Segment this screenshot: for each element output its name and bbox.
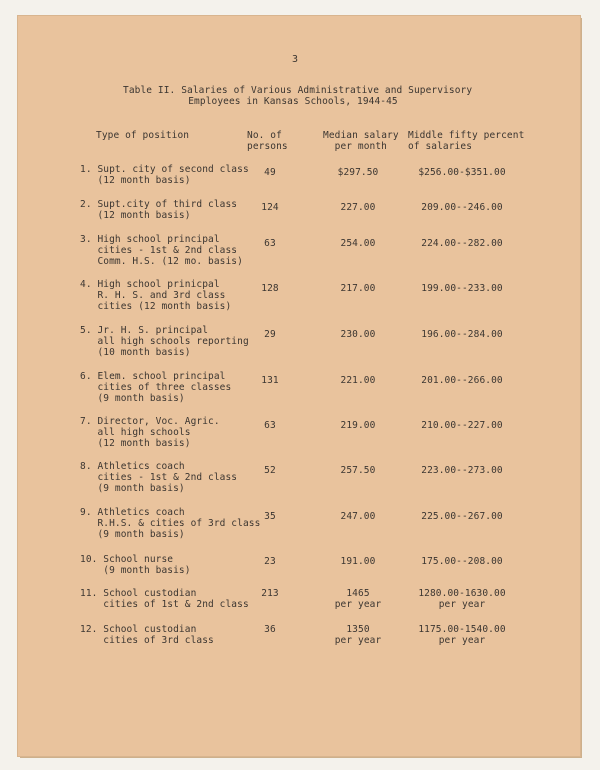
median-salary (318, 375, 398, 386)
persons-count: 52 (264, 465, 276, 476)
median-salary (318, 556, 398, 567)
position-label-line: 1. Supt. city of second class (80, 164, 249, 175)
position-label-line: (12 month basis) (80, 175, 191, 186)
middle-fifty-range (406, 624, 518, 646)
middle-fifty-range (406, 329, 518, 340)
persons-count: 124 (261, 202, 279, 213)
middle-fifty-range (406, 283, 518, 294)
middle-fifty-range (406, 375, 518, 386)
median-salary-line: per year (334, 635, 382, 646)
median-salary (318, 420, 398, 431)
median-salary (318, 511, 398, 522)
middle-fifty-range-line: 1280.00-1630.00 (418, 588, 506, 599)
persons-count: 36 (264, 624, 276, 635)
position-label (80, 325, 249, 358)
median-salary (318, 202, 398, 213)
title-line-1: Table II. Salaries of Various Administrative and Supervisory (123, 85, 473, 96)
position-label-line: R. H. S. and 3rd class (80, 290, 226, 301)
position-label-line: 3. High school principal (80, 234, 220, 245)
persons-count: 63 (264, 238, 276, 249)
middle-fifty-range (406, 420, 518, 431)
position-label-line: Comm. H.S. (12 mo. basis) (80, 256, 243, 267)
middle-fifty-range (406, 511, 518, 522)
header-middle-line-1: Middle fifty percent (408, 130, 525, 141)
position-label-line: all high schools reporting (80, 336, 249, 347)
position-label-line: (9 month basis) (80, 393, 185, 404)
position-label-line: (10 month basis) (80, 347, 191, 358)
position-label (80, 371, 231, 404)
position-label (80, 554, 191, 576)
position-label-line: (9 month basis) (80, 565, 191, 576)
median-salary-line: 257.50 (340, 465, 376, 476)
header-median-line-1: Median salary (323, 130, 399, 141)
position-label (80, 164, 249, 186)
median-salary-line: 217.00 (340, 283, 376, 294)
position-label (80, 234, 243, 267)
median-salary (318, 588, 398, 610)
median-salary-line: 219.00 (340, 420, 376, 431)
median-salary (318, 624, 398, 646)
middle-fifty-range-line: 210.00--227.00 (421, 420, 503, 431)
median-salary-line: 191.00 (340, 556, 376, 567)
median-salary (318, 283, 398, 294)
persons-count: 29 (264, 329, 276, 340)
table-title (123, 85, 473, 107)
position-label-line: 12. School custodian (80, 624, 197, 635)
position-label (80, 624, 214, 646)
position-label-line: cities (12 month basis) (80, 301, 232, 312)
middle-fifty-range (406, 167, 518, 178)
title-line-2: Employees in Kansas Schools, 1944-45 (188, 96, 398, 107)
position-label (80, 461, 237, 494)
position-label (80, 507, 260, 540)
persons-count: 49 (264, 167, 276, 178)
middle-fifty-range-line: 224.00--282.00 (421, 238, 503, 249)
position-label-line: 10. School nurse (80, 554, 174, 565)
middle-fifty-range-line: 175.00--208.00 (421, 556, 503, 567)
position-label-line: 2. Supt.city of third class (80, 199, 238, 210)
middle-fifty-range-line: per year (438, 635, 486, 646)
position-label-line: all high schools (80, 427, 191, 438)
header-persons-line-2: persons (247, 141, 288, 152)
median-salary-line: $297.50 (337, 167, 379, 178)
page-number: 3 (292, 54, 299, 65)
header-type-of-position: Type of position (96, 130, 190, 141)
position-label (80, 588, 249, 610)
middle-fifty-range (406, 202, 518, 213)
position-label-line: 4. High school prinicpal (80, 279, 220, 290)
median-salary (318, 238, 398, 249)
header-middle-fifty-percent (408, 130, 524, 152)
middle-fifty-range-line: 196.00--284.00 (421, 329, 503, 340)
middle-fifty-range (406, 238, 518, 249)
middle-fifty-range-line: 223.00--273.00 (421, 465, 503, 476)
position-label-line: (9 month basis) (80, 529, 185, 540)
position-label-line: 7. Director, Voc. Agric. (80, 416, 220, 427)
position-label-line: (9 month basis) (80, 483, 185, 494)
position-label-line: cities - 1st & 2nd class (80, 245, 238, 256)
median-salary-line: 247.00 (340, 511, 376, 522)
position-label-line: 8. Athletics coach (80, 461, 185, 472)
median-salary-line: 230.00 (340, 329, 376, 340)
median-salary-line: per year (334, 599, 382, 610)
position-label (80, 279, 231, 312)
median-salary-line: 1350 (346, 624, 370, 635)
persons-count: 128 (261, 283, 279, 294)
header-persons-line-1: No. of (247, 130, 282, 141)
position-label-line: cities of 1st & 2nd class (80, 599, 249, 610)
position-label (80, 199, 237, 221)
position-label-line: 9. Athletics coach (80, 507, 185, 518)
position-label-line: R.H.S. & cities of 3rd class (80, 518, 261, 529)
middle-fifty-range (406, 465, 518, 476)
persons-count: 131 (261, 375, 279, 386)
position-label-line: cities of three classes (80, 382, 232, 393)
persons-count: 63 (264, 420, 276, 431)
median-salary (318, 167, 398, 178)
position-label-line: cities of 3rd class (80, 635, 214, 646)
median-salary (318, 329, 398, 340)
middle-fifty-range-line: 199.00--233.00 (421, 283, 503, 294)
median-salary-line: 254.00 (340, 238, 376, 249)
persons-count: 213 (261, 588, 279, 599)
header-middle-line-2: of salaries (408, 141, 473, 152)
position-label-line: (12 month basis) (80, 210, 191, 221)
document-page (18, 16, 580, 756)
position-label-line: (12 month basis) (80, 438, 191, 449)
header-median-salary (323, 130, 399, 152)
middle-fifty-range-line: 209.00--246.00 (421, 202, 503, 213)
median-salary-line: 227.00 (340, 202, 376, 213)
persons-count: 23 (264, 556, 276, 567)
header-number-of-persons (247, 130, 288, 152)
position-label-line: cities - 1st & 2nd class (80, 472, 238, 483)
middle-fifty-range-line: 1175.00-1540.00 (418, 624, 506, 635)
middle-fifty-range (406, 556, 518, 567)
position-label-line: 6. Elem. school principal (80, 371, 226, 382)
middle-fifty-range-line: per year (438, 599, 486, 610)
position-label (80, 416, 220, 449)
persons-count: 35 (264, 511, 276, 522)
middle-fifty-range-line: $256.00-$351.00 (418, 167, 506, 178)
position-label-line: 11. School custodian (80, 588, 197, 599)
header-median-line-2: per month (334, 141, 388, 152)
median-salary-line: 221.00 (340, 375, 376, 386)
position-label-line: 5. Jr. H. S. principal (80, 325, 209, 336)
middle-fifty-range-line: 201.00--266.00 (421, 375, 503, 386)
middle-fifty-range-line: 225.00--267.00 (421, 511, 503, 522)
middle-fifty-range (406, 588, 518, 610)
median-salary (318, 465, 398, 476)
median-salary-line: 1465 (346, 588, 370, 599)
